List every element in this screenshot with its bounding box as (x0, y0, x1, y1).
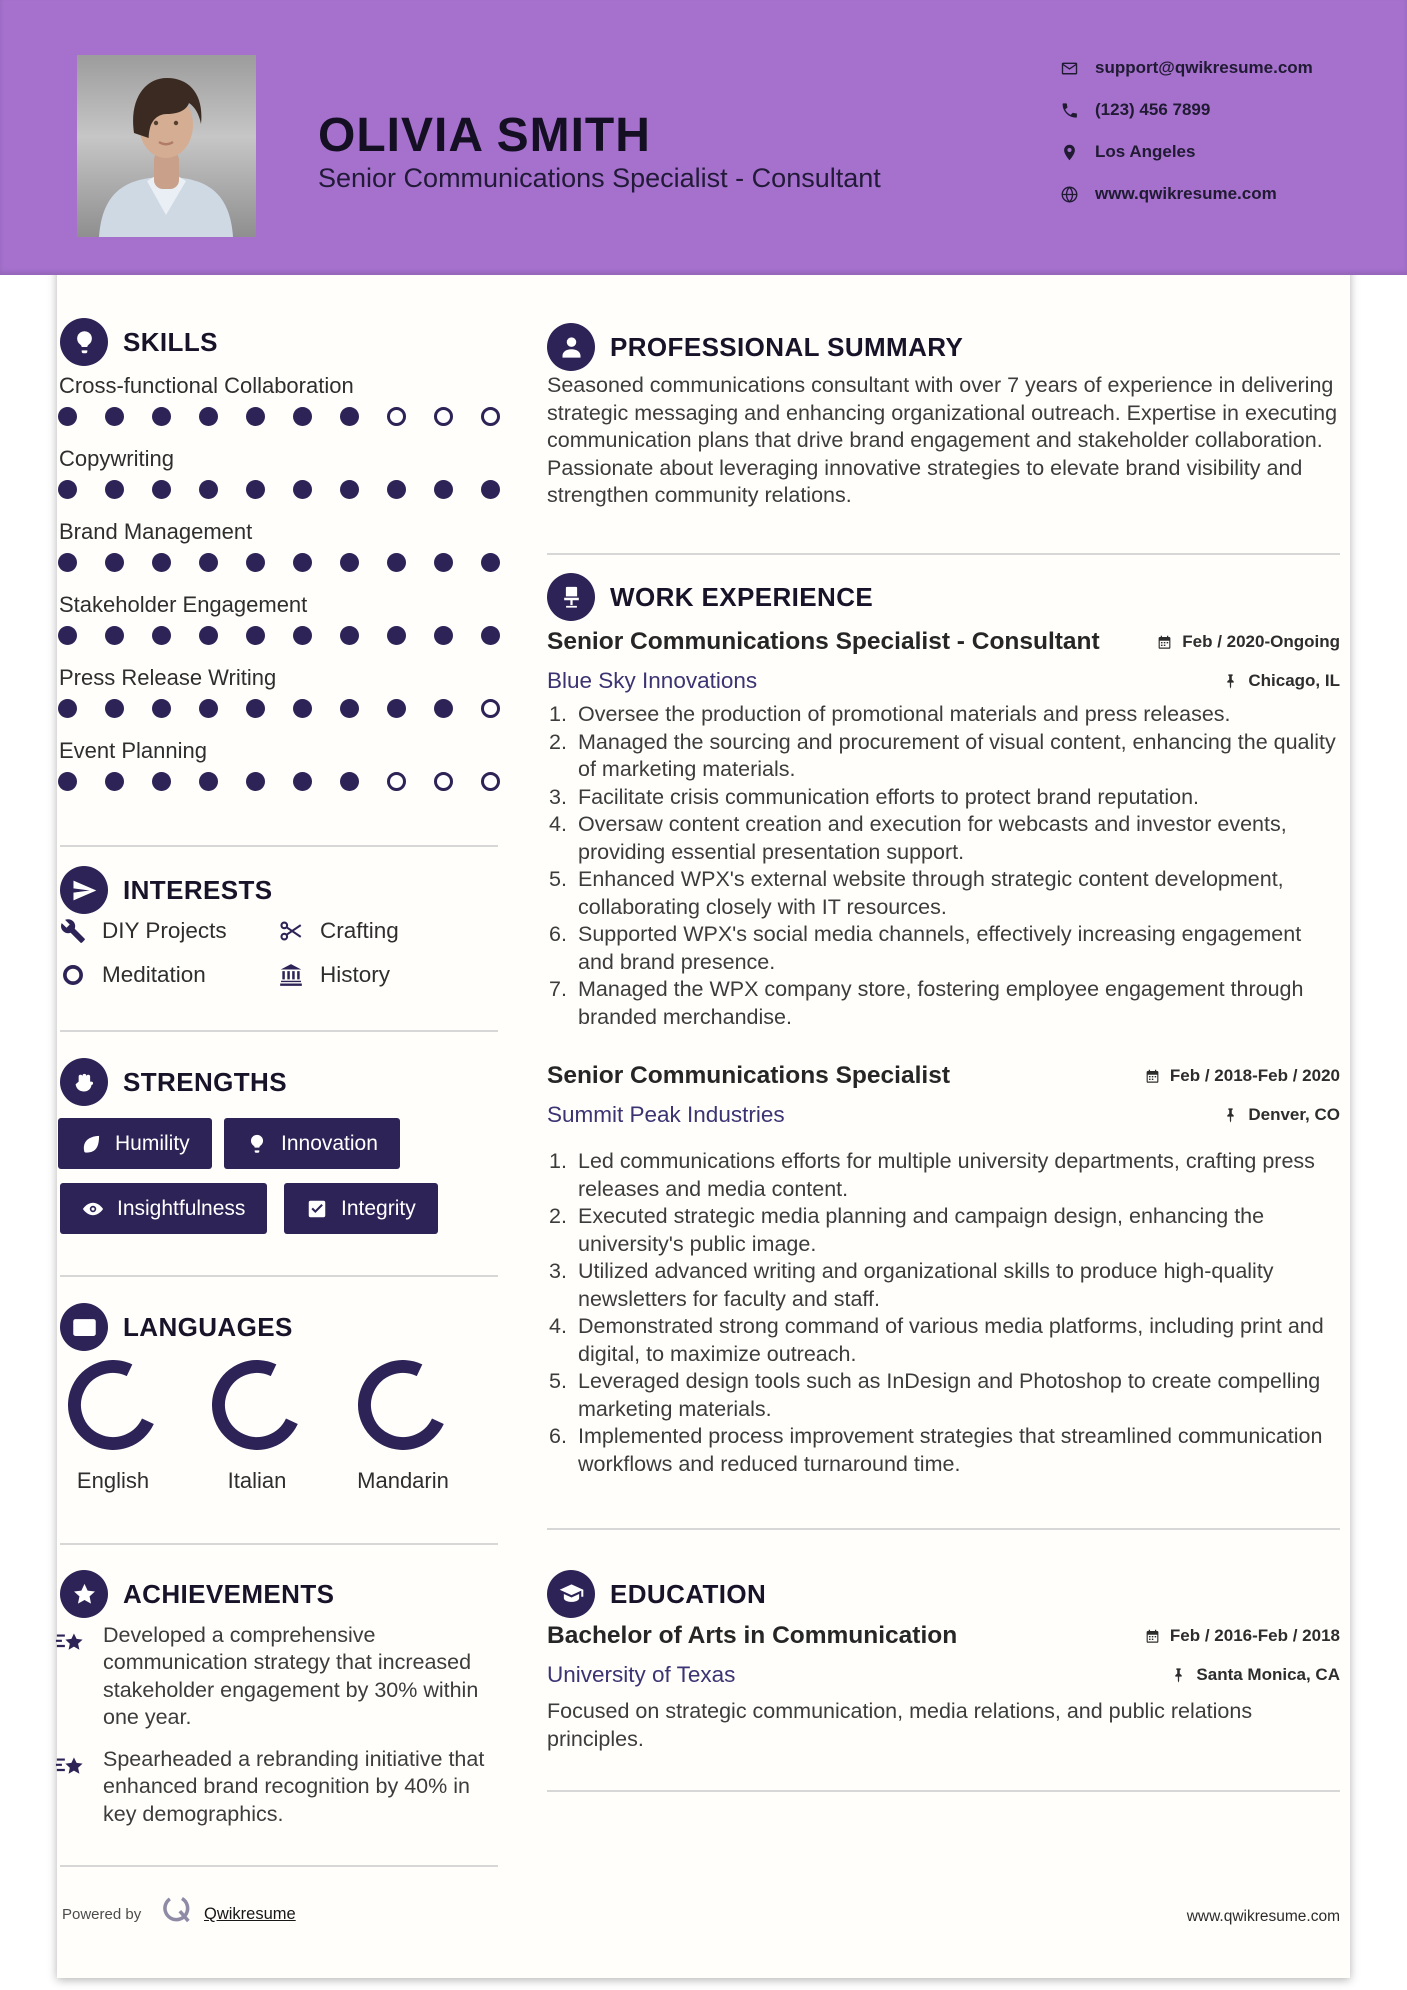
experience-section-header (547, 573, 873, 621)
skill-dot (481, 626, 500, 645)
skill-dot (152, 626, 171, 645)
skill-dot (340, 699, 359, 718)
interest-item (60, 918, 227, 944)
skill-dot (105, 772, 124, 791)
job-bullet: Leveraged design tools such as InDesign and Photoshop to create compelling marketing materials. (578, 1369, 1321, 1421)
education-section-header (547, 1570, 766, 1618)
education-dates-text: Feb / 2016-Feb / 2018 (1169, 1626, 1340, 1645)
skill-dot (58, 699, 77, 718)
lightbulb-icon (246, 1133, 268, 1155)
calendar-icon (1144, 1068, 1161, 1085)
skill-dot (481, 553, 500, 572)
strength-label: Innovation (281, 1131, 378, 1155)
skill-dot (481, 480, 500, 499)
skills-section-header (60, 318, 218, 366)
education-location-text: Santa Monica, CA (1196, 1665, 1340, 1684)
pushpin-icon (1222, 673, 1239, 690)
skill-dot (152, 407, 171, 426)
skill-dot (152, 772, 171, 791)
job-bullet: Led communications efforts for multiple university departments, crafting press releases and media content. (578, 1149, 1315, 1201)
powered-by-label: Powered by (62, 1906, 142, 1923)
job-bullet: Managed the WPX company store, fostering employee engagement through branded merchandise. (578, 977, 1304, 1029)
interests-section-header (60, 866, 273, 914)
skill-dot (58, 772, 77, 791)
strength-pill (58, 1118, 212, 1169)
job-bullet: Oversee the production of promotional materials and press releases. (578, 702, 1231, 726)
skill-dot (152, 480, 171, 499)
skill-dot (293, 407, 312, 426)
skill-dot (58, 480, 77, 499)
language-label: Italian (227, 1468, 287, 1493)
skill-rating (58, 699, 500, 718)
skill-dot (340, 772, 359, 791)
job-location (1222, 671, 1340, 691)
skill-dot (293, 699, 312, 718)
interest-label: History (320, 962, 391, 987)
contact-phone (1060, 100, 1210, 120)
divider (547, 1790, 1340, 1792)
globe-icon (1060, 185, 1079, 204)
eye-icon (82, 1198, 104, 1220)
education-location (1170, 1665, 1340, 1685)
contact-email (1060, 58, 1313, 78)
candidate-name: OLIVIA SMITH (318, 109, 651, 162)
skill-dot (387, 772, 406, 791)
skill-dot (293, 480, 312, 499)
skill-dot (387, 626, 406, 645)
skill-dot (246, 772, 265, 791)
divider (60, 1275, 498, 1277)
divider (60, 1543, 498, 1545)
skill-label: Copywriting (59, 446, 174, 471)
job-dates (1156, 632, 1340, 652)
paper-plane-icon (60, 866, 108, 914)
skill-dot (434, 772, 453, 791)
summary-section-header (547, 323, 963, 371)
museum-icon (278, 962, 304, 988)
contact-website-text: www.qwikresume.com (1095, 184, 1277, 203)
skill-dot (293, 626, 312, 645)
experience-heading: WORK EXPERIENCE (610, 581, 874, 612)
strength-pill (284, 1183, 438, 1234)
skill-dot (58, 553, 77, 572)
skill-dot (387, 699, 406, 718)
strength-pill (224, 1118, 400, 1169)
leaf-icon (80, 1133, 102, 1155)
calendar-icon (1156, 634, 1173, 651)
skill-label: Cross-functional Collaboration (59, 373, 354, 398)
job-bullet: Supported WPX's social media channels, effectively increasing engagement and brand presence. (578, 922, 1302, 974)
strengths-section-header (60, 1058, 287, 1106)
job-bullet: Enhanced WPX's external website through strategic content development, collaborating closely with IT resources. (578, 867, 1284, 919)
skill-dot (340, 553, 359, 572)
job-title: Senior Communications Specialist (547, 1062, 950, 1089)
job-bullet: Managed the sourcing and procurement of visual content, enhancing the quality of marketing materials. (578, 729, 1336, 781)
skill-dot (481, 772, 500, 791)
skill-dot (199, 407, 218, 426)
office-chair-icon (547, 573, 595, 621)
map-marker-icon (1060, 143, 1079, 162)
divider (60, 845, 498, 847)
job-bullet: Implemented process improvement strategies that streamlined communication workflows and reduced turnaround time. (578, 1424, 1323, 1476)
skill-label: Press Release Writing (59, 665, 277, 690)
skill-dot (246, 407, 265, 426)
graduation-cap-icon (547, 1570, 595, 1618)
skill-dot (340, 407, 359, 426)
strength-label: Humility (115, 1131, 190, 1155)
strength-label: Insightfulness (117, 1196, 246, 1220)
skill-dot (434, 407, 453, 426)
skill-dot (293, 772, 312, 791)
candidate-title: Senior Communications Specialist - Consultant (318, 163, 881, 193)
pushpin-icon (1222, 1107, 1239, 1124)
skill-dot (58, 626, 77, 645)
skill-dot (199, 626, 218, 645)
skill-dot (246, 626, 265, 645)
skill-dot (387, 480, 406, 499)
job-bullet-list (547, 701, 1342, 1031)
shooting-star-icon (55, 1626, 87, 1658)
interest-label: DIY Projects (102, 918, 227, 943)
skill-rating (58, 626, 500, 645)
skill-dot (105, 480, 124, 499)
fist-icon (60, 1058, 108, 1106)
job-dates-text: Feb / 2018-Feb / 2020 (1169, 1066, 1340, 1085)
languages-section-header (60, 1303, 293, 1351)
achievements-section-header (60, 1570, 334, 1618)
ring-icon (60, 962, 86, 988)
qwikresume-logo-icon (160, 1892, 194, 1926)
job-bullet: Executed strategic media planning and campaign design, enhancing the university's public image. (578, 1204, 1265, 1256)
skill-dot (434, 626, 453, 645)
language-level-ring (212, 1360, 302, 1450)
footer-website: www.qwikresume.com (1186, 1908, 1340, 1925)
job-location (1222, 1105, 1340, 1125)
envelope-icon (1060, 59, 1079, 78)
skill-label: Brand Management (59, 519, 253, 544)
job-bullet: Facilitate crisis communication efforts to protect brand reputation. (578, 784, 1200, 809)
divider (547, 553, 1340, 555)
header (0, 0, 1407, 275)
skill-dot (105, 553, 124, 572)
job-dates (1144, 1066, 1340, 1086)
skill-dot (199, 699, 218, 718)
language-label: Mandarin (357, 1468, 449, 1493)
degree-title: Bachelor of Arts in Communication (547, 1622, 958, 1649)
lightbulb-icon (60, 318, 108, 366)
job-dates-text: Feb / 2020-Ongoing (1182, 632, 1340, 651)
skill-dot (199, 772, 218, 791)
person-icon (547, 323, 595, 371)
contact-email-text: support@qwikresume.com (1095, 58, 1313, 77)
scissors-icon (278, 918, 304, 944)
interest-label: Crafting (320, 918, 399, 943)
skill-rating (58, 480, 500, 499)
pushpin-icon (1170, 1667, 1187, 1684)
qwikresume-link[interactable]: Qwikresume (204, 1905, 296, 1923)
calendar-icon (1144, 1628, 1161, 1645)
skill-dot (434, 553, 453, 572)
portrait-illustration (77, 55, 256, 237)
divider (60, 1030, 498, 1032)
school-name: University of Texas (547, 1662, 736, 1687)
achievements-heading: ACHIEVEMENTS (123, 1578, 335, 1609)
contact-location-text: Los Angeles (1095, 142, 1196, 161)
strength-label: Integrity (341, 1196, 416, 1220)
interest-item (278, 962, 390, 988)
interest-label: Meditation (102, 962, 206, 987)
skill-dot (152, 553, 171, 572)
job-bullet: Demonstrated strong command of various media platforms, including print and digital, to maximize outreach. (578, 1314, 1324, 1366)
skill-dot (152, 699, 171, 718)
job-bullet: Oversaw content creation and execution for webcasts and investor events, providing essential presentation support. (578, 812, 1287, 864)
skill-dot (199, 553, 218, 572)
languages-heading: LANGUAGES (123, 1311, 293, 1342)
skill-dot (387, 407, 406, 426)
skill-dot (481, 407, 500, 426)
company-name: Summit Peak Industries (547, 1102, 785, 1127)
wrench-icon (60, 918, 86, 944)
skill-dot (434, 480, 453, 499)
skill-dot (340, 480, 359, 499)
achievement-item: Spearheaded a rebranding initiative that enhanced brand recognition by 40% in key demographics. (103, 1747, 485, 1826)
profile-photo (77, 55, 256, 237)
company-name: Blue Sky Innovations (547, 668, 758, 693)
job-location-text: Chicago, IL (1248, 671, 1340, 690)
skill-rating (58, 553, 500, 572)
skill-dot (387, 553, 406, 572)
language-level-ring (358, 1360, 448, 1450)
skill-dot (105, 407, 124, 426)
shooting-star-icon (55, 1750, 87, 1782)
skill-dot (246, 480, 265, 499)
skill-dot (340, 626, 359, 645)
skill-rating (58, 407, 500, 426)
education-description: Focused on strategic communication, media relations, and public relations principles. (547, 1699, 1253, 1751)
contact-phone-text: (123) 456 7899 (1095, 100, 1211, 119)
skill-dot (434, 699, 453, 718)
skill-label: Event Planning (59, 738, 207, 763)
star-icon (60, 1570, 108, 1618)
skill-dot (58, 407, 77, 426)
education-dates (1144, 1626, 1340, 1646)
skill-label: Stakeholder Engagement (59, 592, 308, 617)
education-heading: EDUCATION (610, 1578, 767, 1609)
strengths-heading: STRENGTHS (123, 1066, 287, 1097)
skill-dot (246, 699, 265, 718)
job-title: Senior Communications Specialist - Consultant (547, 628, 1100, 655)
skill-dot (293, 553, 312, 572)
skill-dot (481, 699, 500, 718)
translate-icon (60, 1303, 108, 1351)
summary-heading: PROFESSIONAL SUMMARY (610, 331, 964, 362)
interest-item (60, 962, 206, 988)
job-bullet: Utilized advanced writing and organizational skills to produce high-quality newsletters for faculty and staff. (578, 1259, 1274, 1311)
achievement-item: Developed a comprehensive communication strategy that increased stakeholder engagement by 30% within one year. (103, 1623, 479, 1729)
contact-website (1060, 184, 1277, 204)
interest-item (278, 918, 399, 944)
divider (60, 1865, 498, 1867)
divider (547, 1528, 1340, 1530)
skill-rating (58, 772, 500, 791)
skills-heading: SKILLS (123, 326, 218, 357)
strength-pill (60, 1183, 267, 1234)
skill-dot (246, 553, 265, 572)
language-label: English (76, 1468, 150, 1493)
interests-heading: INTERESTS (123, 874, 273, 905)
skill-dot (105, 626, 124, 645)
phone-icon (1060, 101, 1079, 120)
language-level-ring (68, 1360, 158, 1450)
job-location-text: Denver, CO (1248, 1105, 1340, 1124)
checkbox-icon (306, 1198, 328, 1220)
skill-dot (199, 480, 218, 499)
summary-text: Seasoned communications consultant with over 7 years of experience in delivering strategic messaging and enhancing organizational outreach. Expertise in executing communication plans that drive brand engagement and stakeholder collaboration. Passionate about leveraging innovative strategies to elevate brand visibility and strengthen community relations. (547, 373, 1338, 508)
contact-location (1060, 142, 1195, 162)
skill-dot (105, 699, 124, 718)
job-bullet-list (547, 1148, 1342, 1478)
